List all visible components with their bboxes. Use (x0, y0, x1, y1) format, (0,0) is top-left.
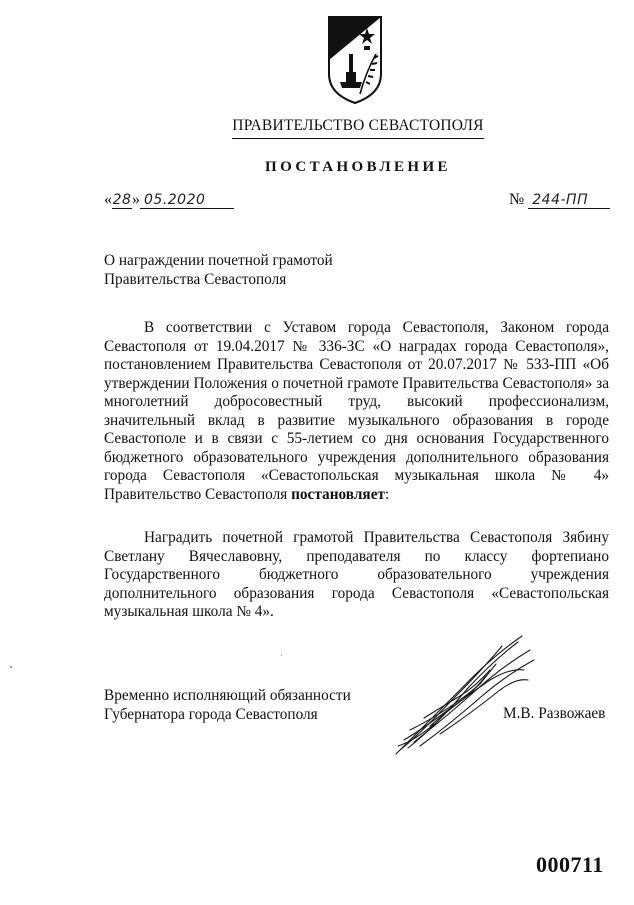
signatory-title (104, 686, 351, 724)
preamble-paragraph (104, 319, 609, 504)
signatory-title-line-1: Временно исполняющий обязанности (104, 687, 351, 704)
preamble-end: : (385, 485, 390, 503)
date-month-year: 05.2020 (140, 192, 234, 209)
document-subject (104, 251, 434, 289)
coat-of-arms-emblem (326, 14, 384, 106)
government-name: ПРАВИТЕЛЬСТВО СЕВАСТОПОЛЯ (232, 117, 484, 134)
serial-number: 000711 (536, 852, 604, 877)
handwritten-signature (390, 630, 540, 760)
document-type: ПОСТАНОВЛЕНИЕ (265, 159, 451, 175)
date-day: 28 (112, 192, 132, 208)
scan-speck (10, 666, 12, 668)
signatory-name: М.В. Развожаев (503, 705, 606, 722)
document-number (509, 191, 610, 209)
number-sign: № (509, 191, 525, 208)
number-value: 244-ПП (528, 192, 610, 209)
header-underline (232, 138, 484, 139)
preamble-text: В соответствии с Уставом города Севастополя, Законом города Севастополя от 19.04.2017 № 336-ЗС «О наградах города Севастополя», постановлением Правительства Севастополя от 20.07.2017 № 533-ПП «Об утверждении Положения о почетной грамоте Правительства Севастополя» за многолетний добросовестный труд, высокий профессионализм, значительный вклад в развитие музыкального образования в городе Севастополе и в связи с 55-летием со дня основания Государственного бюджетного образовательного учреждения дополнительного образования города Севастополя «Севастопольская музыкальная школа № 4» Правительство Севастополя (104, 319, 609, 503)
subject-line-2: Правительства Севастополя (104, 271, 287, 288)
resolution-paragraph: Наградить почетной грамотой Правительства Севастополя Зябину Светлану Вячеславовну, преподавателя по классу фортепиано Государственного бюджетного образовательного учреждения дополнительного образования города Севастополя «Севастопольская музыкальная школа № 4». (104, 529, 609, 620)
preamble-bold-verb: постановляет (291, 485, 385, 503)
date-quote-close: » (132, 191, 140, 208)
date-quote-open: « (104, 191, 112, 208)
subject-line-1: О награждении почетной грамотой (104, 252, 333, 269)
document-date (104, 191, 234, 209)
signatory-title-line-2: Губернатора города Севастополя (104, 706, 318, 723)
scan-speck (281, 655, 282, 656)
